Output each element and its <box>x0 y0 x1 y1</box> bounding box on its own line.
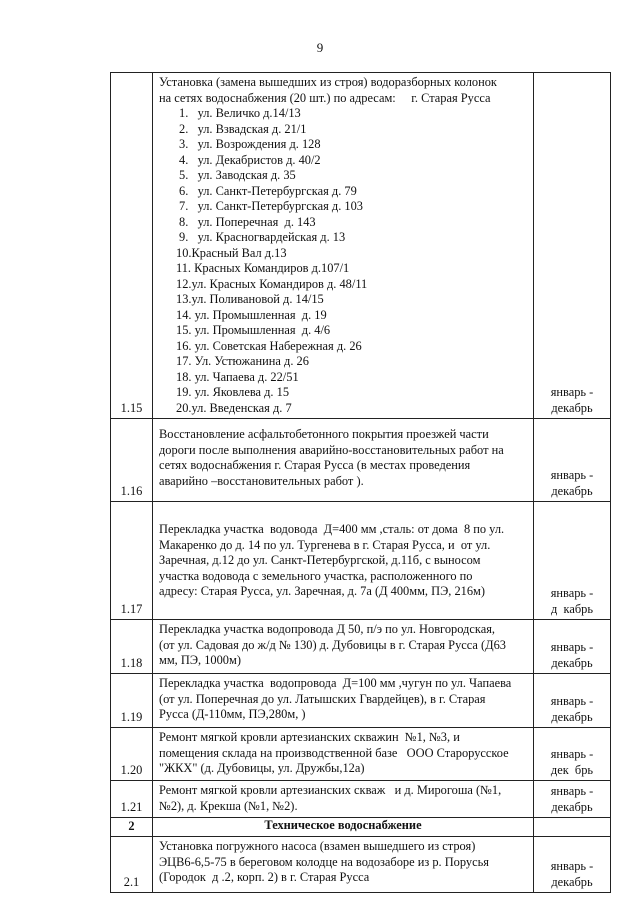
works-plan-table <box>110 72 611 893</box>
address-item: 10.Красный Вал д.13 <box>176 245 287 260</box>
description-line: на сетях водоснабжения (20 шт.) по адресам: г. Старая Русса <box>159 90 491 105</box>
address-item: 4. ул. Декабристов д. 40/2 <box>179 152 321 167</box>
description-line: (Городок д .2, корп. 2) в г. Старая Русса <box>159 870 370 884</box>
address-list <box>159 106 529 416</box>
description-line: мм, ПЭ, 1000м) <box>159 653 241 667</box>
description-line: адресу: Старая Русса, ул. Заречная, д. 7а (Д 400мм, ПЭ, 216м) <box>159 584 485 598</box>
table-row <box>111 73 611 419</box>
work-description <box>153 502 534 620</box>
description-line: Восстановление асфальтобетонного покрытия проезжей части <box>159 427 489 441</box>
work-description <box>153 837 534 893</box>
address-item: 12.ул. Красных Командиров д. 48/11 <box>176 276 368 291</box>
description-line: Макаренко до д. 14 по ул. Тургенева в г. Старая Русса, и от ул. <box>159 537 491 552</box>
description-line: помещения склада на производственной базе ООО Старорусское <box>159 745 509 760</box>
description-line: дороги после выполнения аварийно-восстановительных работ на <box>159 442 504 457</box>
period-cell <box>534 728 611 781</box>
work-description <box>153 674 534 728</box>
section-title: Техническое водоснабжение <box>153 818 534 837</box>
row-number: 2.1 <box>111 837 153 893</box>
period-end: декабрь <box>551 709 593 724</box>
table-row <box>111 502 611 620</box>
section-header-row <box>111 818 611 837</box>
address-item: 20.ул. Введенская д. 7 <box>176 400 292 415</box>
period-end: декабрь <box>551 400 593 415</box>
row-number: 1.18 <box>111 620 153 674</box>
address-item: 3. ул. Возрождения д. 128 <box>179 137 321 151</box>
description-line: Перекладка участка водовода Д=400 мм ,сталь: от дома 8 по ул. <box>159 522 505 536</box>
description-line: сетях водоснабжения г. Старая Русса (в местах проведения <box>159 458 471 472</box>
period-cell <box>534 781 611 818</box>
period-end: дек брь <box>550 762 594 777</box>
description-line: №2), д. Крекша (№1, №2). <box>159 798 298 813</box>
work-description <box>153 73 534 419</box>
description-line: аварийно –восстановительных работ ). <box>159 473 364 488</box>
address-item: 2. ул. Взвадская д. 21/1 <box>179 121 307 136</box>
description-line: участка водовода с земельного участка, расположенного по <box>159 568 473 583</box>
page-number: 9 <box>316 40 324 55</box>
description-line: Перекладка участка водопровода Д=100 мм ,чугун по ул. Чапаева <box>159 676 512 690</box>
description-line: "ЖКХ" (д. Дубовицы, ул. Дружбы,12а) <box>159 761 365 775</box>
empty-cell <box>534 818 611 837</box>
address-item: 16. ул. Советская Набережная д. 26 <box>176 338 362 353</box>
work-description <box>153 620 534 674</box>
work-description <box>153 781 534 818</box>
description-line: Заречная, д.12 до ул. Санкт-Петербургской, д.11б, с выносом <box>159 553 481 567</box>
description-line: Установка (замена вышедших из строя) водоразборных колонок <box>159 75 497 89</box>
address-item: 13.ул. Поливановой д. 14/15 <box>176 292 324 306</box>
period-cell <box>534 73 611 419</box>
row-number: 1.19 <box>111 674 153 728</box>
table-row <box>111 674 611 728</box>
period-end: декабрь <box>551 874 593 889</box>
period-start: январь - <box>550 640 594 654</box>
period-cell <box>534 502 611 620</box>
description-line: Русса (Д-110мм, ПЭ,280м, ) <box>159 707 306 721</box>
period-start: январь - <box>550 859 594 873</box>
period-cell <box>534 837 611 893</box>
description-line: Перекладка участка водопровода Д 50, п/э по ул. Новгородская, <box>159 622 495 636</box>
period-end: декабрь <box>551 655 593 670</box>
address-item: 15. ул. Промышленная д. 4/6 <box>176 323 331 337</box>
address-item: 9. ул. Красногвардейская д. 13 <box>179 230 346 244</box>
period-end: д кабрь <box>551 601 593 616</box>
period-start: январь - <box>550 747 594 761</box>
period-start: январь - <box>550 586 594 600</box>
address-item: 11. Красных Командиров д.107/1 <box>176 261 350 275</box>
address-item: 5. ул. Заводская д. 35 <box>179 168 296 182</box>
row-number: 1.15 <box>111 73 153 419</box>
period-start: январь - <box>550 784 594 798</box>
period-cell <box>534 419 611 502</box>
table-row <box>111 837 611 893</box>
row-number: 1.21 <box>111 781 153 818</box>
table-row <box>111 728 611 781</box>
address-item: 6. ул. Санкт-Петербургская д. 79 <box>179 183 357 198</box>
description-line: Ремонт мягкой кровли артезианских скважин №1, №3, и <box>159 730 460 744</box>
description-line: (от ул. Садовая до ж/д № 130) д. Дубовицы в г. Старая Русса (Д63 <box>159 637 506 652</box>
table-row <box>111 620 611 674</box>
period-start: январь - <box>550 468 594 482</box>
row-number: 1.17 <box>111 502 153 620</box>
description-line: (от ул. Поперечная до ул. Латышских Гвардейцев), в г. Старая <box>159 691 486 706</box>
address-item: 17. Ул. Устюжанина д. 26 <box>176 354 309 368</box>
address-item: 1. ул. Величко д.14/13 <box>179 106 301 120</box>
table-row <box>111 419 611 502</box>
period-start: январь - <box>550 694 594 708</box>
description-line: ЭЦВ6-6,5-75 в береговом колодце на водозаборе из р. Порусья <box>159 854 489 869</box>
period-end: декабрь <box>551 799 593 814</box>
description-line: Ремонт мягкой кровли артезианских скваж и д. Мирогоша (№1, <box>159 783 502 797</box>
work-description <box>153 728 534 781</box>
address-item: 18. ул. Чапаева д. 22/51 <box>176 369 299 384</box>
table-row <box>111 781 611 818</box>
section-number: 2 <box>111 818 153 837</box>
description-line: Установка погружного насоса (взамен вышедшего из строя) <box>159 839 476 853</box>
work-description <box>153 419 534 502</box>
period-cell <box>534 674 611 728</box>
row-number: 1.20 <box>111 728 153 781</box>
period-start: январь - <box>550 385 594 399</box>
address-item: 14. ул. Промышленная д. 19 <box>176 307 327 322</box>
address-item: 19. ул. Яковлева д. 15 <box>176 385 290 399</box>
address-item: 8. ул. Поперечная д. 143 <box>179 214 316 229</box>
address-item: 7. ул. Санкт-Петербургская д. 103 <box>179 199 363 213</box>
period-cell <box>534 620 611 674</box>
row-number: 1.16 <box>111 419 153 502</box>
period-end: декабрь <box>551 483 593 498</box>
